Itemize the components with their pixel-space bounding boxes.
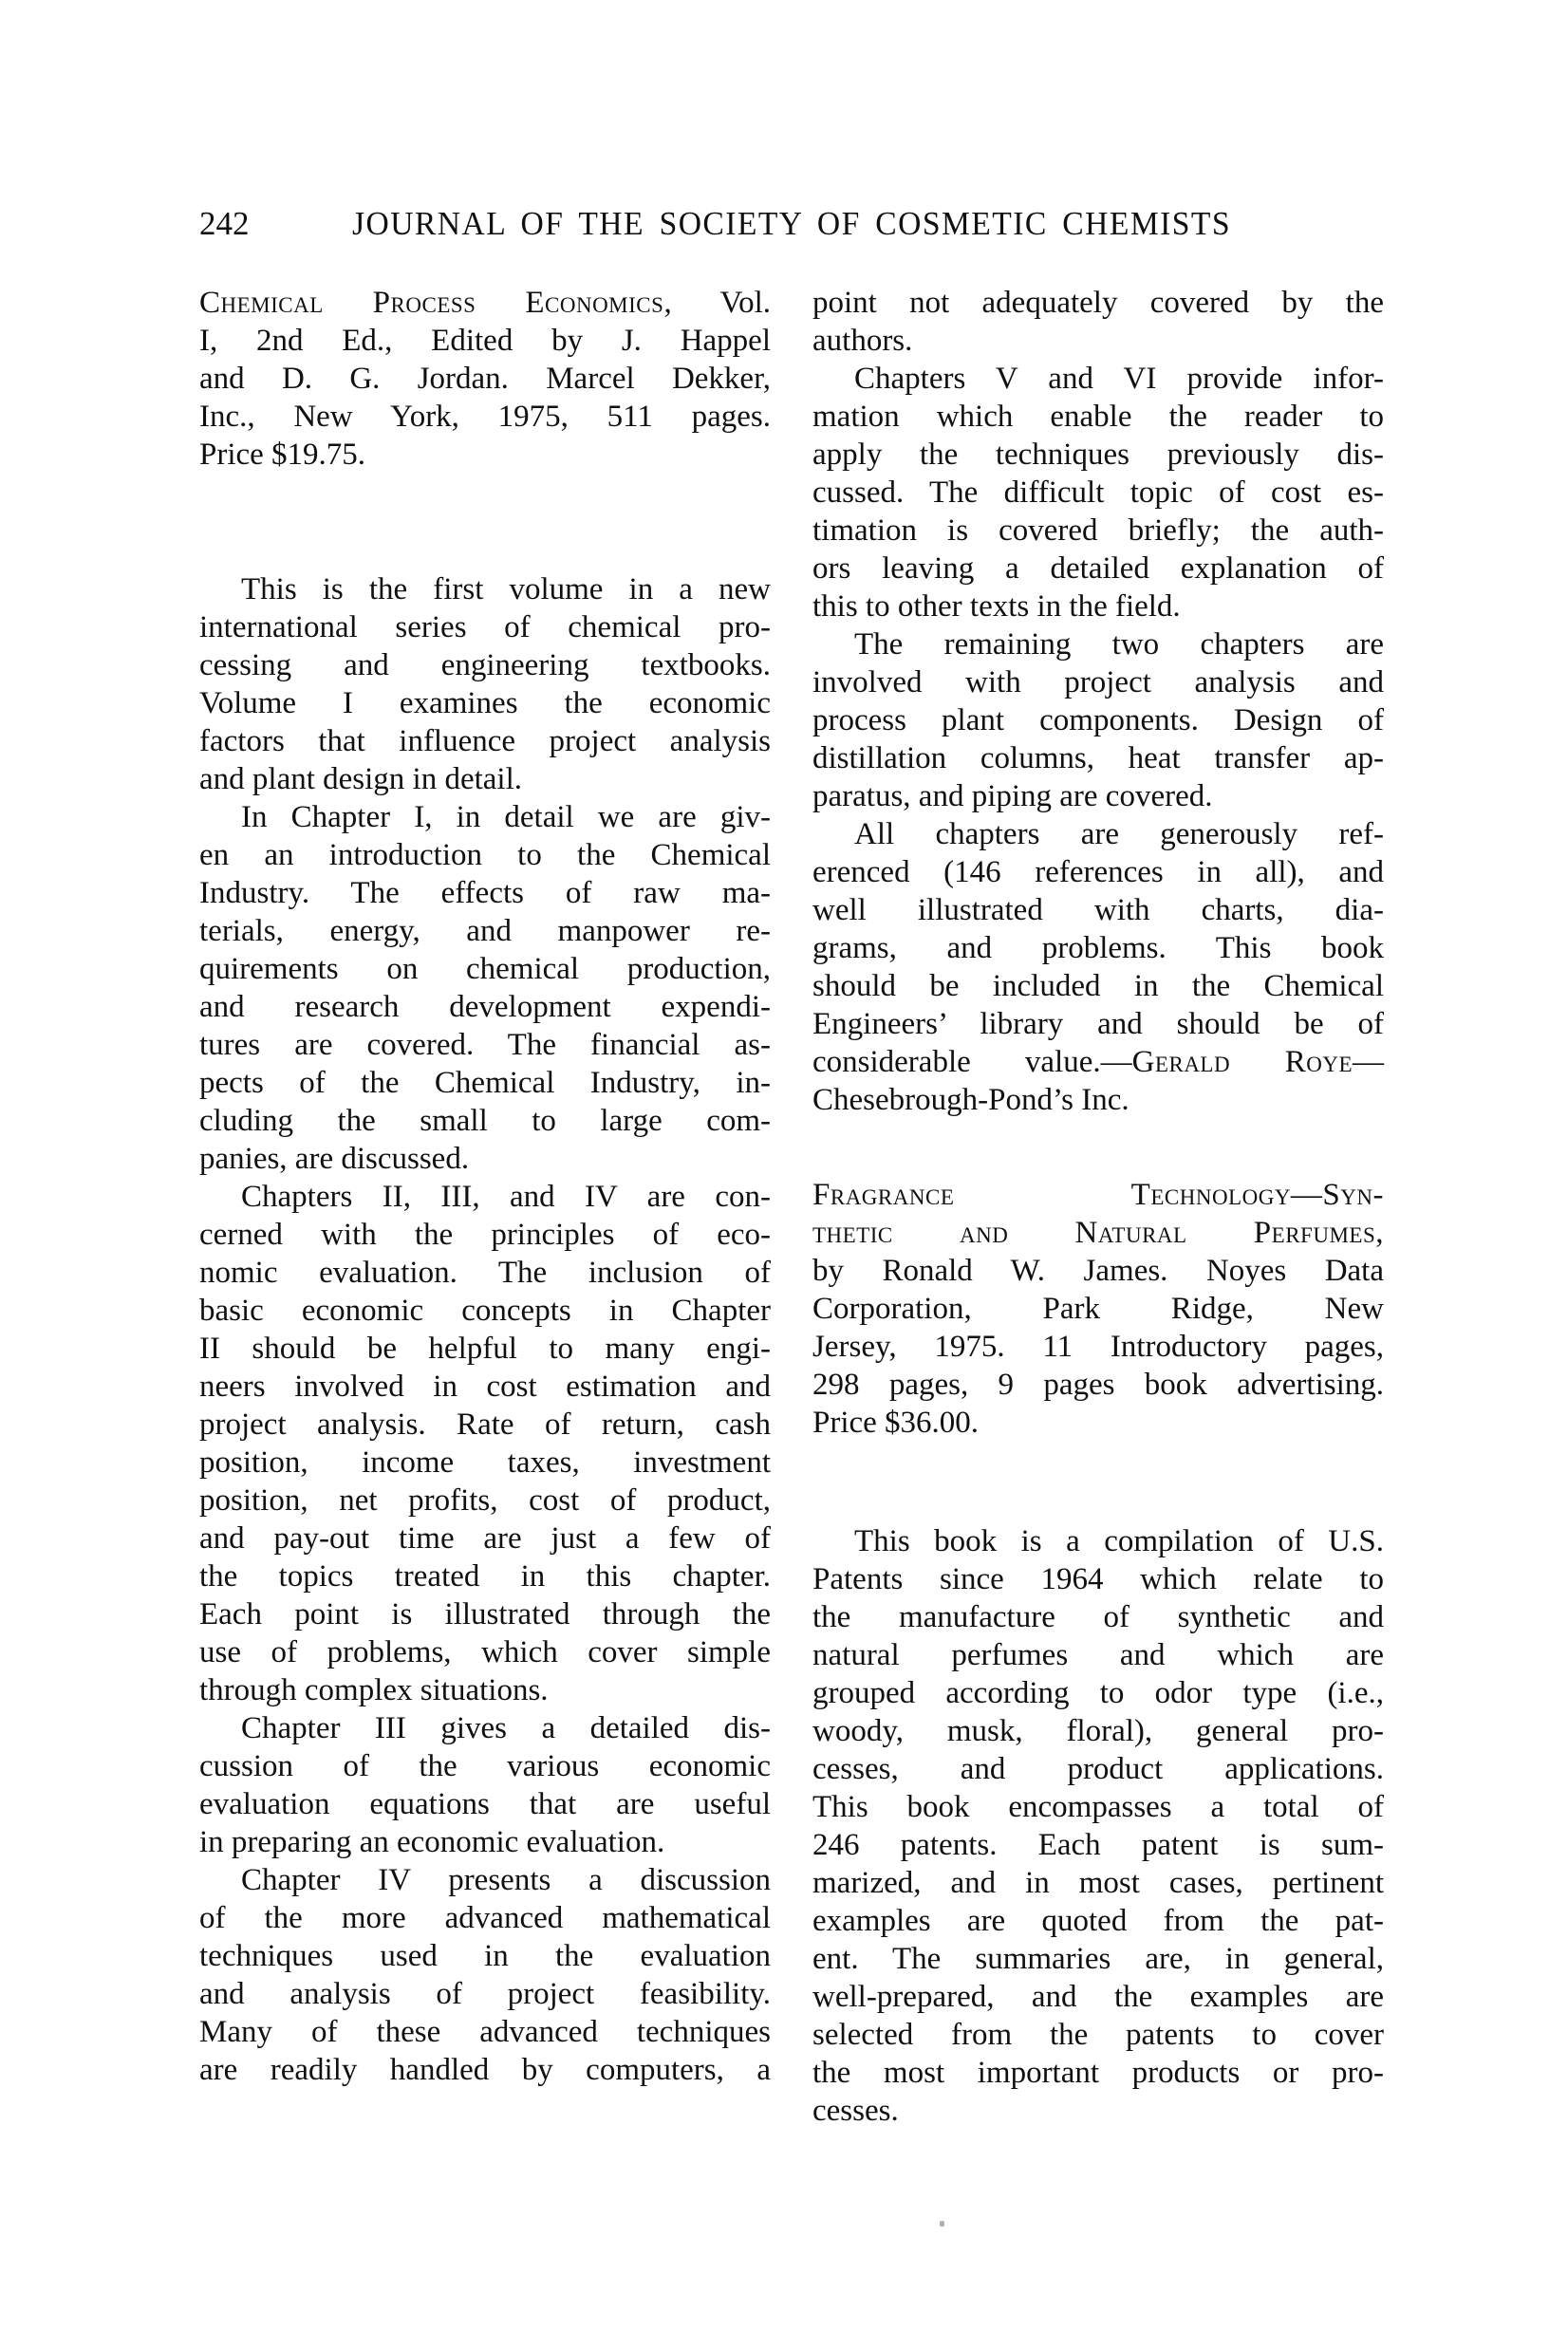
text-line: quirements on chemical production, [199, 952, 771, 986]
text-line: this to other texts in the field. [812, 589, 1181, 624]
review1-para-1 [199, 570, 771, 798]
review1-para-6 [812, 360, 1384, 625]
text-line: ors leaving a detailed explanation of [812, 551, 1384, 586]
column-left [199, 284, 771, 2089]
review1-para-3 [199, 1178, 771, 1709]
text-line: I, 2nd Ed., Edited by J. Happel [199, 324, 771, 358]
text-line: Each point is illustrated through the [199, 1597, 771, 1631]
text-line: Chapter IV presents a discussion [241, 1863, 771, 1897]
text-line: The remaining two chapters are [854, 627, 1384, 662]
text-line: All chapters are generously ref- [854, 817, 1384, 851]
text-line: natural perfumes and which are [812, 1638, 1384, 1672]
text-line: II should be helpful to many engi- [199, 1332, 771, 1366]
text-line: Fragrance Technology—Syn- [812, 1178, 1384, 1212]
text-line: and plant design in detail. [199, 762, 523, 796]
text-line: cluding the small to large com- [199, 1104, 771, 1138]
text-line: through complex situations. [199, 1673, 549, 1707]
text-line: position, income taxes, investment [199, 1445, 771, 1480]
review1-para-2 [199, 798, 771, 1178]
text-line: Chemical Process Economics, Vol. [199, 286, 771, 320]
text-line: pects of the Chemical Industry, in- [199, 1066, 771, 1100]
running-head [199, 203, 1384, 245]
text-line: cussed. The difficult topic of cost es- [812, 475, 1384, 510]
page-number: 242 [199, 205, 250, 242]
text-line: project analysis. Rate of return, cash [199, 1408, 771, 1442]
text-line: erenced (146 references in all), and [812, 855, 1384, 889]
text-line: in preparing an economic evaluation. [199, 1825, 665, 1859]
review2-para-1 [812, 1522, 1384, 2130]
review1-para-5-continued [812, 284, 1384, 360]
text-line: and pay-out time are just a few of [199, 1521, 771, 1556]
text-line: selected from the patents to cover [812, 2018, 1384, 2052]
text-line: use of problems, which cover simple [199, 1635, 771, 1669]
text-line: apply the techniques previously dis- [812, 438, 1384, 472]
text-line: mation which enable the reader to [812, 400, 1384, 434]
text-line: marized, and in most cases, pertinent [812, 1866, 1384, 1900]
scan-speck [940, 2221, 944, 2227]
text-line: In Chapter I, in detail we are giv- [241, 800, 771, 834]
text-line: Industry. The effects of raw ma- [199, 876, 771, 910]
text-line: tures are covered. The financial as- [199, 1028, 771, 1062]
text-line: and analysis of project feasibility. [199, 1977, 771, 2011]
text-line: Chapter III gives a detailed dis- [241, 1711, 771, 1745]
text-line: paratus, and piping are covered. [812, 779, 1213, 813]
text-line: 246 patents. Each patent is sum- [812, 1828, 1384, 1862]
text-line: should be included in the Chemical [812, 969, 1384, 1003]
journal-title: JOURNAL OF THE SOCIETY OF COSMETIC CHEMISTS [352, 205, 1231, 242]
review1-para-4 [199, 1709, 771, 1861]
text-line: Patents since 1964 which relate to [812, 1562, 1384, 1596]
text-line: thetic and Natural Perfumes, [812, 1216, 1384, 1250]
text-line: basic economic concepts in Chapter [199, 1294, 771, 1328]
text-line: the manufacture of synthetic and [812, 1600, 1384, 1634]
text-line: Many of these advanced techniques [199, 2015, 771, 2049]
text-line: position, net profits, cost of product, [199, 1483, 771, 1518]
text-line: en an introduction to the Chemical [199, 838, 771, 872]
review2-citation [812, 1176, 1384, 1442]
review1-citation [199, 284, 771, 474]
review1-para-5 [199, 1861, 771, 2089]
text-line: factors that influence project analysis [199, 724, 771, 758]
text-line: cerned with the principles of eco- [199, 1218, 771, 1252]
text-line: and research development expendi- [199, 990, 771, 1024]
text-line: grams, and problems. This book [812, 931, 1384, 965]
text-line: This book encompasses a total of [812, 1790, 1384, 1824]
text-line: distillation columns, heat transfer ap- [812, 741, 1384, 775]
text-line: timation is covered briefly; the auth- [812, 513, 1384, 548]
text-line: and D. G. Jordan. Marcel Dekker, [199, 362, 771, 396]
text-line: Engineers’ library and should be of [812, 1007, 1384, 1041]
text-line: ent. The summaries are, in general, [812, 1942, 1384, 1976]
review1-para-7 [812, 625, 1384, 815]
text-line: evaluation equations that are useful [199, 1787, 771, 1821]
text-line: techniques used in the evaluation [199, 1939, 771, 1973]
text-line: Volume I examines the economic [199, 686, 771, 720]
text-line: woody, musk, floral), general pro- [812, 1714, 1384, 1748]
text-line: well illustrated with charts, dia- [812, 893, 1384, 927]
text-line: process plant components. Design of [812, 703, 1384, 737]
text-line: considerable value.—Gerald Roye— [812, 1045, 1384, 1079]
text-line: the most important products or pro- [812, 2056, 1384, 2090]
text-line: This is the first volume in a new [241, 572, 771, 606]
text-line: international series of chemical pro- [199, 610, 771, 644]
text-line: terials, energy, and manpower re- [199, 914, 771, 948]
text-line: Inc., New York, 1975, 511 pages. [199, 400, 771, 434]
text-line: authors. [812, 324, 913, 358]
text-line: grouped according to odor type (i.e., [812, 1676, 1384, 1710]
text-line: Corporation, Park Ridge, New [812, 1292, 1384, 1326]
text-line: the topics treated in this chapter. [199, 1559, 771, 1594]
text-line: Chapters II, III, and IV are con- [241, 1180, 771, 1214]
text-line: point not adequately covered by the [812, 286, 1384, 320]
text-line: Chapters V and VI provide infor- [854, 362, 1384, 396]
text-line: cesses. [812, 2094, 899, 2128]
text-line: cesses, and product applications. [812, 1752, 1384, 1786]
text-line: Jersey, 1975. 11 Introductory pages, [812, 1330, 1384, 1364]
text-line: Price $36.00. [812, 1406, 980, 1440]
text-line: are readily handled by computers, a [199, 2053, 771, 2087]
text-line: 298 pages, 9 pages book advertising. [812, 1368, 1384, 1402]
column-right [812, 284, 1384, 2130]
text-line: Price $19.75. [199, 438, 366, 472]
text-line: of the more advanced mathematical [199, 1901, 771, 1935]
text-line: examples are quoted from the pat- [812, 1904, 1384, 1938]
review1-para-8 [812, 815, 1384, 1119]
text-line: neers involved in cost estimation and [199, 1370, 771, 1404]
text-line: Chesebrough-Pond’s Inc. [812, 1083, 1129, 1117]
text-line: panies, are discussed. [199, 1142, 470, 1176]
text-line: cussion of the various economic [199, 1749, 771, 1783]
text-line: well-prepared, and the examples are [812, 1980, 1384, 2014]
text-line: nomic evaluation. The inclusion of [199, 1256, 771, 1290]
text-line: cessing and engineering textbooks. [199, 648, 771, 682]
text-line: by Ronald W. James. Noyes Data [812, 1254, 1384, 1288]
text-line: This book is a compilation of U.S. [854, 1524, 1384, 1558]
text-line: involved with project analysis and [812, 665, 1384, 699]
